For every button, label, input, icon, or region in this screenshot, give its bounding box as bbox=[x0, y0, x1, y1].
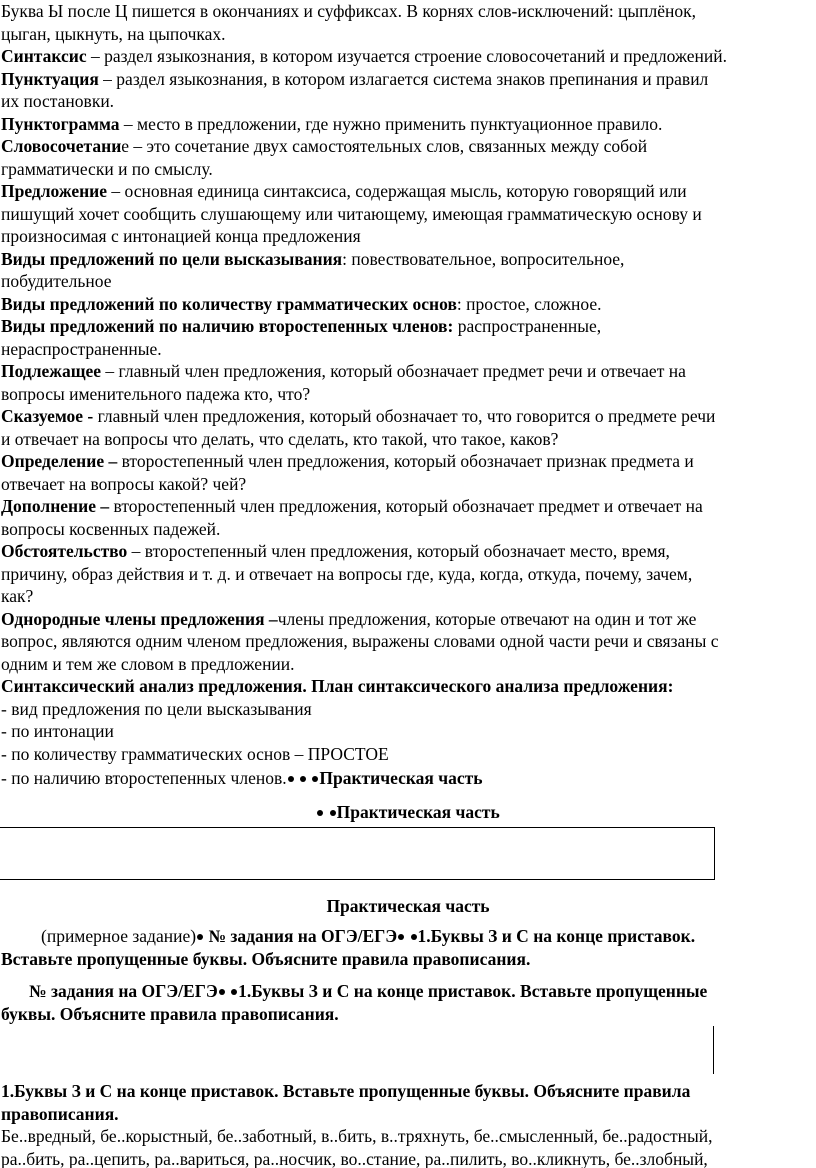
definition-text: – место в предложении, где нужно применить пунктуационное правило. bbox=[119, 113, 663, 134]
definition-text: одним и тем же словом в предложении. bbox=[1, 653, 295, 674]
definition-text: распространенные, bbox=[453, 316, 602, 336]
definition-text: их постановки. bbox=[1, 91, 115, 111]
definition-text: – раздел языкознания, в котором изучается строение словосочетаний и предложений. bbox=[86, 46, 728, 66]
definition-text: грамматически и по смыслу. bbox=[1, 158, 213, 179]
definition-term: Виды предложений по цели высказывания bbox=[1, 248, 343, 269]
bullet-icon bbox=[197, 934, 203, 940]
definition-text: нераспространенные. bbox=[1, 338, 162, 359]
bullet-icon bbox=[300, 776, 306, 782]
definition-term: Пунктуация bbox=[1, 68, 99, 89]
task-number: № задания на ОГЭ/ЕГЭ bbox=[29, 981, 218, 1001]
definition-syntax bbox=[1, 45, 813, 68]
practical-centered-heading: Практическая часть bbox=[336, 802, 500, 822]
definition-collocation bbox=[1, 135, 813, 180]
intro-line: Буква Ы после Ц пишется в окончаниях и суффиксах. В корнях слов-исключений: цыплёнок, bbox=[1, 1, 697, 21]
definition-text: – основная единица синтаксиса, содержащая мысль, которую говорящий или bbox=[107, 181, 687, 201]
practical-centered-heading-row bbox=[0, 801, 816, 824]
definition-text: второстепенный член предложения, который обозначает предмет и отвечает на bbox=[109, 496, 703, 516]
definition-text: : повествовательное, вопросительное, bbox=[342, 248, 625, 269]
definition-secondary-types bbox=[1, 315, 813, 360]
definition-term: Синтаксис bbox=[1, 46, 87, 66]
definition-term: Виды предложений по наличию второстепенных членов: bbox=[1, 316, 454, 336]
definition-term: Дополнение – bbox=[1, 496, 110, 516]
definition-purpose-types bbox=[1, 248, 813, 293]
intro-line: цыган, цыкнуть, на цыпочках. bbox=[1, 23, 226, 44]
task-text: правописания. bbox=[1, 1103, 119, 1124]
definition-text: вопросы именительного падежа кто, что? bbox=[1, 383, 311, 404]
bullet-icon bbox=[317, 810, 323, 816]
definition-text: члены предложения, которые отвечают на один и тот же bbox=[277, 608, 697, 629]
definition-text: пишущий хочет сообщить слушающему или читающему, имеющая грамматическую основу и bbox=[1, 203, 702, 224]
definition-term: Пунктограмма bbox=[1, 113, 120, 134]
exercise-words: Бе..вредный, бе..корыстный, бе..заботный, в..бить, в..тряхнуть, бе..смысленный, бе..радостный, bbox=[1, 1126, 713, 1146]
analysis-item: - по количеству грамматических основ – ПРОСТОЕ bbox=[1, 743, 389, 764]
definition-text: побудительное bbox=[1, 271, 112, 291]
analysis-item: - по наличию второстепенных членов. bbox=[1, 768, 287, 788]
bullet-icon bbox=[330, 810, 336, 816]
definition-term: Сказуемое - bbox=[1, 406, 94, 426]
task-text: 1.Буквы З и С на конце приставок. Вставьте пропущенные буквы. Объясните правила bbox=[1, 1081, 691, 1101]
definition-term: Подлежащее bbox=[1, 361, 102, 381]
definition-term: Обстоятельство bbox=[1, 541, 128, 561]
definition-text: отвечает на вопросы какой? чей? bbox=[1, 473, 247, 494]
definition-text: причину, образ действия и т. д. и отвечает на вопросы где, куда, когда, откуда, почему, зачем, bbox=[1, 563, 693, 584]
bullet-icon bbox=[411, 934, 417, 940]
definition-object bbox=[1, 495, 813, 540]
definition-term: Предложение bbox=[1, 181, 108, 201]
task-text: Вставьте пропущенные буквы. Объясните правила правописания. bbox=[1, 948, 531, 969]
bullet-icon bbox=[398, 934, 404, 940]
definition-text: вопросы косвенных падежей. bbox=[1, 518, 221, 539]
task-paragraph-1 bbox=[1, 925, 813, 970]
definition-text: – второстепенный член предложения, который обозначает место, время, bbox=[127, 541, 670, 561]
task-text: 1.Буквы З и С на конце приставок. bbox=[417, 926, 696, 946]
definition-text: : простое, сложное. bbox=[456, 293, 602, 314]
definition-text: произносимая с интонацией конца предложения bbox=[1, 226, 361, 246]
sample-task-label: (примерное задание) bbox=[41, 926, 197, 946]
practical-main-heading: Практическая часть bbox=[326, 896, 490, 916]
task-paragraph-2 bbox=[1, 980, 813, 1025]
bullet-icon bbox=[288, 776, 294, 782]
bullet-icon bbox=[219, 989, 225, 995]
practical-inline-heading: Практическая часть bbox=[319, 768, 483, 788]
intro-paragraph bbox=[1, 0, 813, 45]
definition-term: Словосочетани bbox=[1, 136, 122, 156]
definition-text: главный член предложения, который обозначает то, что говорится о предмете речи bbox=[93, 406, 716, 426]
definition-subject bbox=[1, 360, 813, 405]
definition-term: Однородные члены предложения – bbox=[1, 608, 278, 629]
analysis-heading: Синтаксический анализ предложения. План синтаксического анализа предложения: bbox=[1, 676, 674, 696]
definition-text: – раздел языкознания, в котором излагается система знаков препинания и правил bbox=[98, 68, 709, 89]
task-text: буквы. Объясните правила правописания. bbox=[1, 1003, 339, 1024]
definition-text: и отвечает на вопросы что делать, что сделать, кто такой, что такое, каков? bbox=[1, 428, 559, 449]
definition-text: – главный член предложения, который обозначает предмет речи и отвечает на bbox=[101, 361, 686, 381]
definition-attribute bbox=[1, 450, 813, 495]
definition-text: второстепенный член предложения, который обозначает признак предмета и bbox=[117, 451, 694, 471]
analysis-last-item bbox=[1, 767, 813, 790]
analysis-item: - вид предложения по цели высказывания bbox=[1, 698, 312, 719]
definition-sentence bbox=[1, 180, 813, 248]
definition-text: вопрос, являются одним членом предложения, выражены словами одной части речи и связаны с bbox=[1, 631, 719, 651]
definition-text: как? bbox=[1, 586, 34, 606]
definition-basis-types bbox=[1, 293, 813, 316]
definition-homogeneous bbox=[1, 608, 813, 676]
practical-main-heading-row bbox=[0, 895, 816, 918]
exercise-words: ра..бить, ра..цепить, ра..вариться, ра..носчик, во..стание, ра..пилить, во..кликнуть, бе..злобный, bbox=[1, 1148, 708, 1168]
task-number: № задания на ОГЭ/ЕГЭ bbox=[204, 926, 398, 946]
definition-punctuation bbox=[1, 68, 813, 113]
definition-punctogram bbox=[1, 113, 813, 136]
definition-term: Определение – bbox=[1, 451, 118, 471]
analysis-section bbox=[1, 675, 813, 765]
analysis-item: - по интонации bbox=[1, 721, 114, 741]
definition-text: е – это сочетание двух самостоятельных слов, связанных между собой bbox=[121, 136, 648, 156]
bullet-icon bbox=[312, 776, 318, 782]
definition-predicate bbox=[1, 405, 813, 450]
definition-term: Виды предложений по количеству грамматических основ bbox=[1, 293, 457, 314]
task-text: 1.Буквы З и С на конце приставок. Вставьте пропущенные bbox=[238, 981, 708, 1001]
task-paragraph-3 bbox=[1, 1080, 813, 1168]
bullet-icon bbox=[231, 989, 237, 995]
definition-adverbial bbox=[1, 540, 813, 608]
empty-frame-box bbox=[0, 1026, 714, 1074]
empty-frame-box bbox=[0, 827, 715, 880]
